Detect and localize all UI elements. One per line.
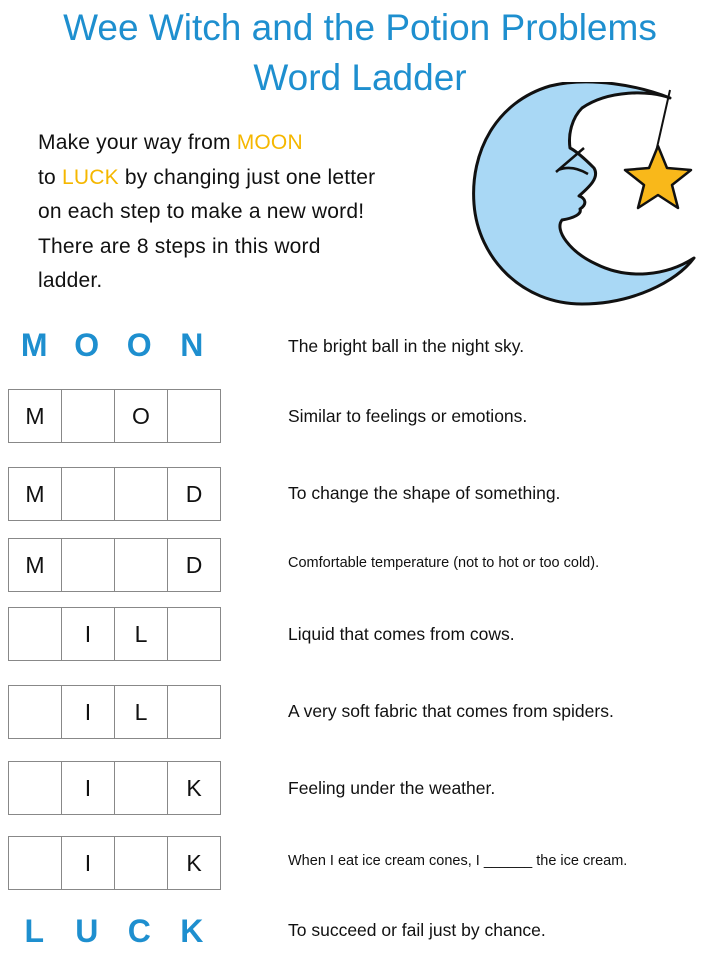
clue-step-1: Similar to feelings or emotions.	[288, 406, 528, 426]
clue-step-3: Comfortable temperature (not to hot or too cold).	[288, 555, 600, 571]
instructions	[38, 126, 388, 299]
letter-box[interactable]: I	[62, 762, 115, 814]
ladder-step-2	[8, 467, 221, 521]
letter-box[interactable]: M	[9, 468, 62, 520]
clue-step-6: Feeling under the weather.	[288, 778, 496, 798]
letter-box[interactable]	[168, 390, 221, 442]
clue-step-5: A very soft fabric that comes from spiders.	[288, 701, 614, 721]
instructions-part-3: by changing just one letter on each step to make a new word! There are 8 steps in this word ladder.	[38, 165, 376, 292]
clue-start: The bright ball in the night sky.	[288, 336, 525, 356]
ladder-step-1	[8, 389, 221, 443]
letter-box[interactable]	[168, 686, 221, 738]
page-title: Wee Witch and the Potion Problems	[63, 7, 657, 48]
letter-box[interactable]: I	[62, 608, 115, 660]
end-word	[8, 906, 228, 956]
letter-box[interactable]: D	[168, 468, 221, 520]
letter-box[interactable]: L	[115, 608, 168, 660]
letter-box[interactable]: I	[62, 686, 115, 738]
ladder-step-4	[8, 607, 221, 661]
letter-box[interactable]	[9, 608, 62, 660]
letter-box[interactable]	[9, 837, 62, 889]
start-word-highlight: MOON	[236, 131, 303, 154]
clue-step-2: To change the shape of something.	[288, 483, 561, 503]
letter-box[interactable]: K	[168, 762, 221, 814]
letter-box[interactable]	[115, 539, 168, 591]
letter-box[interactable]	[168, 608, 221, 660]
end-letter: L	[24, 913, 45, 949]
letter-box[interactable]	[115, 468, 168, 520]
end-word-highlight: LUCK	[61, 165, 119, 189]
letter-box[interactable]: M	[9, 390, 62, 442]
start-letter: O	[126, 327, 152, 363]
letter-box[interactable]: L	[115, 686, 168, 738]
star-icon	[625, 146, 691, 208]
letter-box[interactable]: K	[168, 837, 221, 889]
start-word	[8, 320, 228, 370]
letter-box[interactable]	[115, 762, 168, 814]
ladder-step-3	[8, 538, 221, 592]
ladder-step-6	[8, 761, 221, 815]
letter-box[interactable]	[62, 539, 115, 591]
crescent-moon-illustration	[470, 82, 700, 307]
letter-box[interactable]	[115, 837, 168, 889]
letter-box[interactable]	[9, 686, 62, 738]
letter-box[interactable]: M	[9, 539, 62, 591]
letter-box[interactable]	[62, 468, 115, 520]
letter-box[interactable]	[62, 390, 115, 442]
clue-step-7: When I eat ice cream cones, I ______ the ice cream.	[288, 853, 628, 869]
letter-box[interactable]: I	[62, 837, 115, 889]
end-letter: U	[75, 913, 99, 949]
instructions-part-2: to	[38, 165, 62, 189]
end-letter: C	[127, 913, 151, 949]
ladder-step-5	[8, 685, 221, 739]
letter-box[interactable]: O	[115, 390, 168, 442]
start-letter: O	[74, 327, 100, 363]
clue-end: To succeed or fail just by chance.	[288, 920, 546, 940]
instructions-part-1: Make your way from	[38, 131, 237, 154]
end-letter: K	[180, 913, 204, 949]
letter-box[interactable]: D	[168, 539, 221, 591]
star-string	[656, 90, 670, 152]
start-letter: M	[20, 327, 48, 363]
letter-box[interactable]	[9, 762, 62, 814]
start-letter: N	[180, 327, 204, 363]
clue-step-4: Liquid that comes from cows.	[288, 624, 515, 644]
page-subtitle: Word Ladder	[253, 57, 467, 98]
ladder-step-7	[8, 836, 221, 890]
